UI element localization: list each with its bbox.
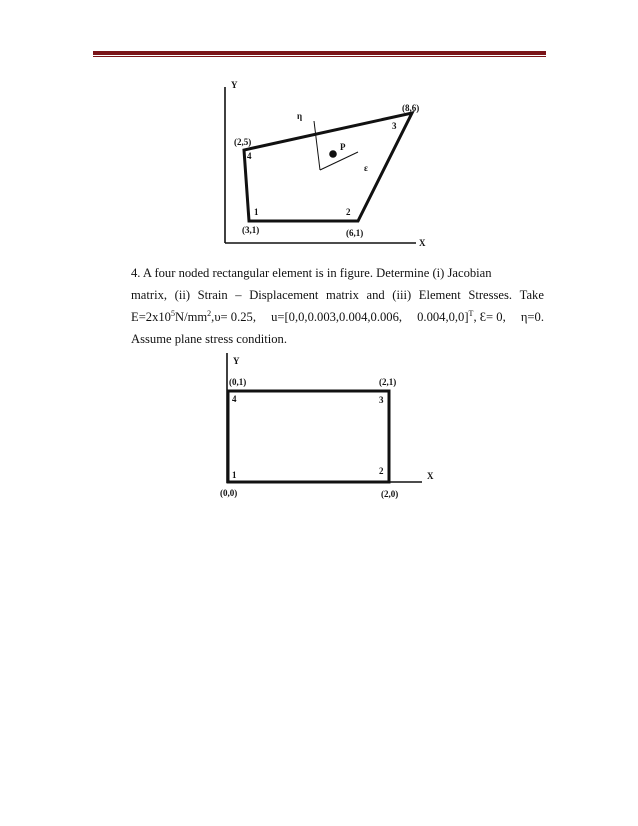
fig2-node-4: 4 — [232, 394, 237, 404]
fig1-coord-2: (6,1) — [346, 228, 364, 238]
word: – — [235, 288, 242, 302]
fig2-coord-1: (0,0) — [220, 488, 238, 498]
fig2-node-3: 3 — [379, 395, 384, 405]
fig2-coord-4: (0,1) — [229, 377, 247, 387]
fig1-node-2: 2 — [346, 207, 351, 217]
problem-line-4: Assume plane stress condition. — [131, 332, 288, 346]
word: (ii) — [174, 288, 191, 302]
word: Stresses. — [468, 288, 513, 302]
word: and — [366, 288, 385, 302]
fig2-x-axis-label: X — [427, 471, 434, 481]
fig2-y-axis-label: Y — [233, 356, 240, 366]
fig1-node-1: 1 — [254, 207, 259, 217]
fig2-coord-2: (2,0) — [381, 489, 399, 499]
word: Strain — [197, 288, 228, 302]
e-exponent: 5 — [170, 309, 175, 318]
fig1-y-axis-label: Y — [231, 80, 238, 90]
fig2-node-1: 1 — [232, 470, 237, 480]
fig2-node-2: 2 — [379, 466, 384, 476]
u-tail: 0.004,0,0] — [417, 310, 469, 324]
fig1-node-4: 4 — [247, 151, 252, 161]
fig1-x-axis-label: X — [419, 238, 426, 248]
fig1-eta-label: η — [297, 111, 303, 121]
fig1-coord-4: (2,5) — [234, 137, 252, 147]
word: Take — [519, 288, 544, 302]
poisson-ratio: ,υ= 0.25, — [211, 310, 256, 324]
transpose-sup: T — [468, 309, 474, 318]
e-unit: N/mm — [174, 310, 208, 324]
fig2-coord-3: (2,1) — [379, 377, 397, 387]
fig1-coord-1: (3,1) — [242, 225, 260, 235]
fig2-element-outline — [228, 391, 389, 482]
word: Element — [418, 288, 461, 302]
fig1-coord-3: (8,6) — [402, 103, 420, 113]
fig1-node-3: 3 — [392, 121, 397, 131]
problem-line-1: 4. A four noded rectangular element is in figure. Determine (i) Jacobian — [131, 266, 492, 280]
eta-value: η=0. — [520, 310, 544, 324]
xi-value: , Ɛ= 0, — [473, 310, 506, 324]
e-unit-exponent: 2 — [207, 309, 212, 318]
word: (iii) — [392, 288, 412, 302]
displacement-vector: u=[0,0,0.003,0.004,0.006, — [271, 310, 403, 324]
fig1-xi-label: ε — [364, 163, 368, 173]
fig1-point-p-label: P — [340, 142, 346, 152]
word: Displacement — [249, 288, 319, 302]
word: matrix, — [131, 288, 168, 302]
word: matrix — [326, 288, 359, 302]
e-prefix: E=2x10 — [131, 310, 171, 324]
